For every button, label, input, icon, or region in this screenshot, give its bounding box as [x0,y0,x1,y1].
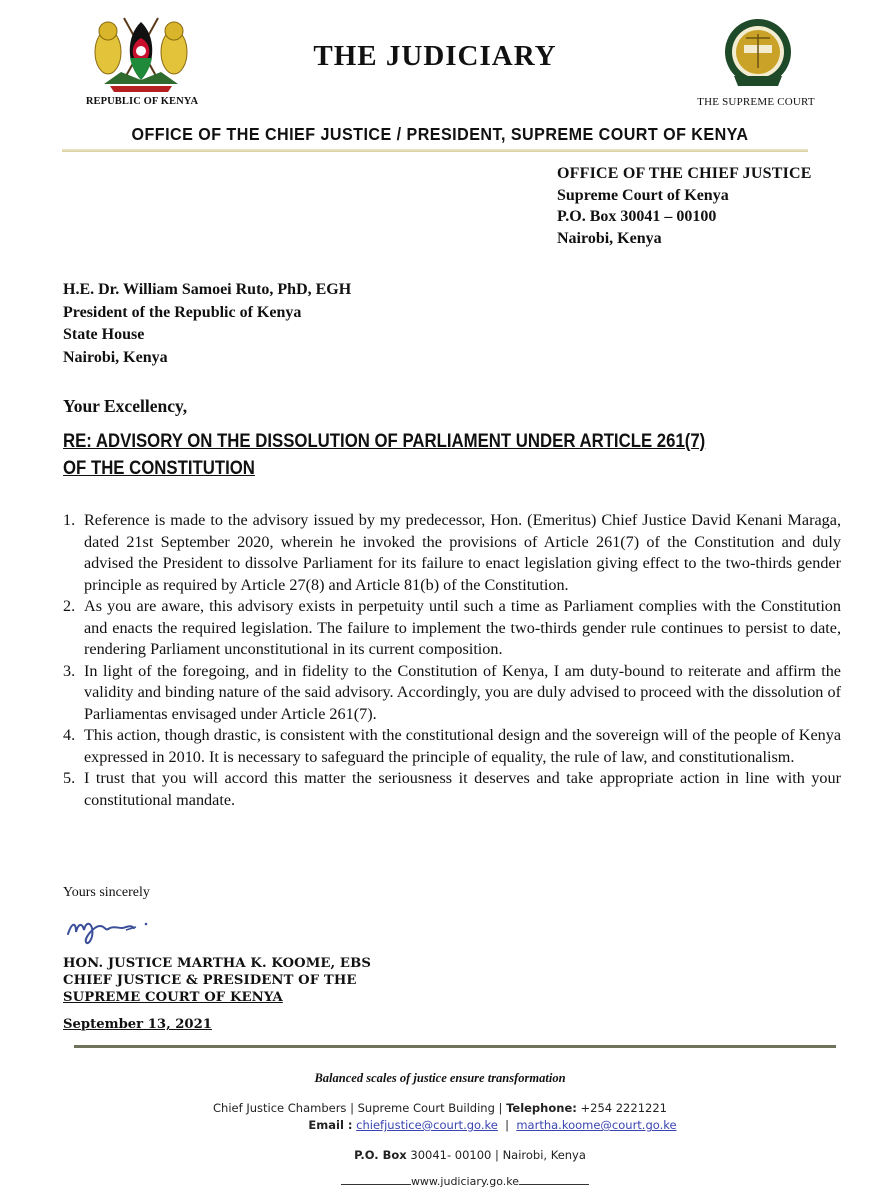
footer-chambers: Chief Justice Chambers [213,1101,347,1115]
paragraph-number: 2. [63,597,76,615]
footer-email-line [150,1118,730,1132]
sender-line: OFFICE OF THE CHIEF JUSTICE [557,165,812,182]
recipient-line: H.E. Dr. William Samoei Ruto, PhD, EGH [63,281,352,298]
letterhead-title: THE JUDICIARY [313,40,557,72]
paragraph-item [63,768,841,811]
paragraph-number: 4. [63,726,76,744]
paragraph-item [63,510,841,596]
salutation: Your Excellency, [63,396,188,416]
signer-title: CHIEF JUSTICE & PRESIDENT OF THE [63,973,357,988]
signature-image [64,912,164,948]
website-link[interactable]: www.judiciary.go.ke [410,1175,520,1188]
footer-city: Nairobi, Kenya [502,1148,586,1162]
footer-motto: Balanced scales of justice ensure transformation [314,1071,566,1085]
paragraph-item [63,725,841,768]
separator: | [350,1101,354,1115]
signer-block [63,955,371,1006]
website-rule-left [341,1184,411,1185]
right-logo-caption: THE SUPREME COURT [697,96,815,108]
separator: | [505,1118,510,1132]
paragraph-item [63,596,841,661]
header-divider [62,149,808,152]
pobox-label: P.O. Box [354,1148,407,1162]
separator: | [495,1148,499,1162]
telephone-label: Telephone: [506,1101,577,1115]
telephone-number: +254 2221221 [580,1101,667,1115]
paragraph-number: 5. [63,769,76,787]
separator: | [498,1101,503,1115]
paragraph-text: I trust that you will accord this matter the seriousness it deserves and take appropriate action in line with your constitutional mandate. [84,769,841,809]
supreme-court-seal-logo [712,16,804,92]
paragraph-number: 1. [63,511,76,529]
sender-line: Nairobi, Kenya [557,229,662,247]
closing: Yours sincerely [63,885,150,900]
paragraph-text: Reference is made to the advisory issued by my predecessor, Hon. (Emeritus) Chief Justice David Kenani Maraga, dated 21st September 2020, wherein he invoked the provisions of Article 261(7) of the Constitution and duly advised the President to dissolve Parliament for its failure to enact legislation giving effect to the two-thirds gender principle as required by Article 27(8) and Article 81(b) of the Constitution. [84,511,841,594]
footer-building: Supreme Court Building [357,1101,495,1115]
left-logo-caption: REPUBLIC OF KENYA [85,96,199,107]
sender-line: Supreme Court of Kenya [557,186,729,204]
subject-line-1: RE: ADVISORY ON THE DISSOLUTION OF PARLIAMENT UNDER ARTICLE 261(7) [63,430,706,452]
website-rule-right [519,1184,589,1185]
email-label: Email : [308,1118,353,1132]
pobox-number: 30041- 00100 [410,1148,492,1162]
paragraph-text: As you are aware, this advisory exists in perpetuity until such a time as Parliament complies with the Constitution and enacts the required legislation. The failure to implement the two-thirds gender rule continues to persist to date, rendering Parliament unconstitutional in its current composition. [84,597,841,658]
paragraph-text: This action, though drastic, is consistent with the constitutional design and the sovereign will of the people of Kenya expressed in 2010. It is necessary to safeguard the principle of equality, the rule of law, and constitutionalism. [84,726,841,766]
paragraph-number: 3. [63,661,76,680]
recipient-line: Nairobi, Kenya [63,348,168,366]
sender-address [557,163,812,249]
email-link-chiefjustice[interactable]: chiefjustice@court.go.ke [356,1118,498,1132]
footer-divider [74,1045,836,1048]
recipient-address [63,279,351,369]
footer-website-line [150,1175,730,1188]
footer-address-line [150,1148,730,1162]
footer-contact-line [150,1101,730,1115]
letter-date: September 13, 2021 [63,1017,212,1032]
letter-body [63,510,841,811]
recipient-line: State House [63,326,145,343]
kenya-coat-of-arms-logo [86,14,196,96]
signer-name: HON. JUSTICE MARTHA K. KOOME, EBS [63,956,371,971]
subject-line-2: OF THE CONSTITUTION [63,457,255,479]
signer-institution: SUPREME COURT OF KENYA [63,990,283,1005]
paragraph-text: In light of the foregoing, and in fidelity to the Constitution of Kenya, I am duty-bound to reiterate and affirm the validity and binding nature of the said advisory. Accordingly, you are duly advised to proceed with the dissolution of Parliamentas envisaged under Article 261(7). [84,661,841,723]
recipient-line: President of the Republic of Kenya [63,303,302,321]
subject-heading [63,428,820,482]
paragraph-item [63,661,841,726]
email-link-martha-koome[interactable]: martha.koome@court.go.ke [516,1118,677,1132]
office-banner: OFFICE OF THE CHIEF JUSTICE / PRESIDENT, SUPREME COURT OF KENYA [131,124,749,144]
sender-line: P.O. Box 30041 – 00100 [557,208,717,225]
